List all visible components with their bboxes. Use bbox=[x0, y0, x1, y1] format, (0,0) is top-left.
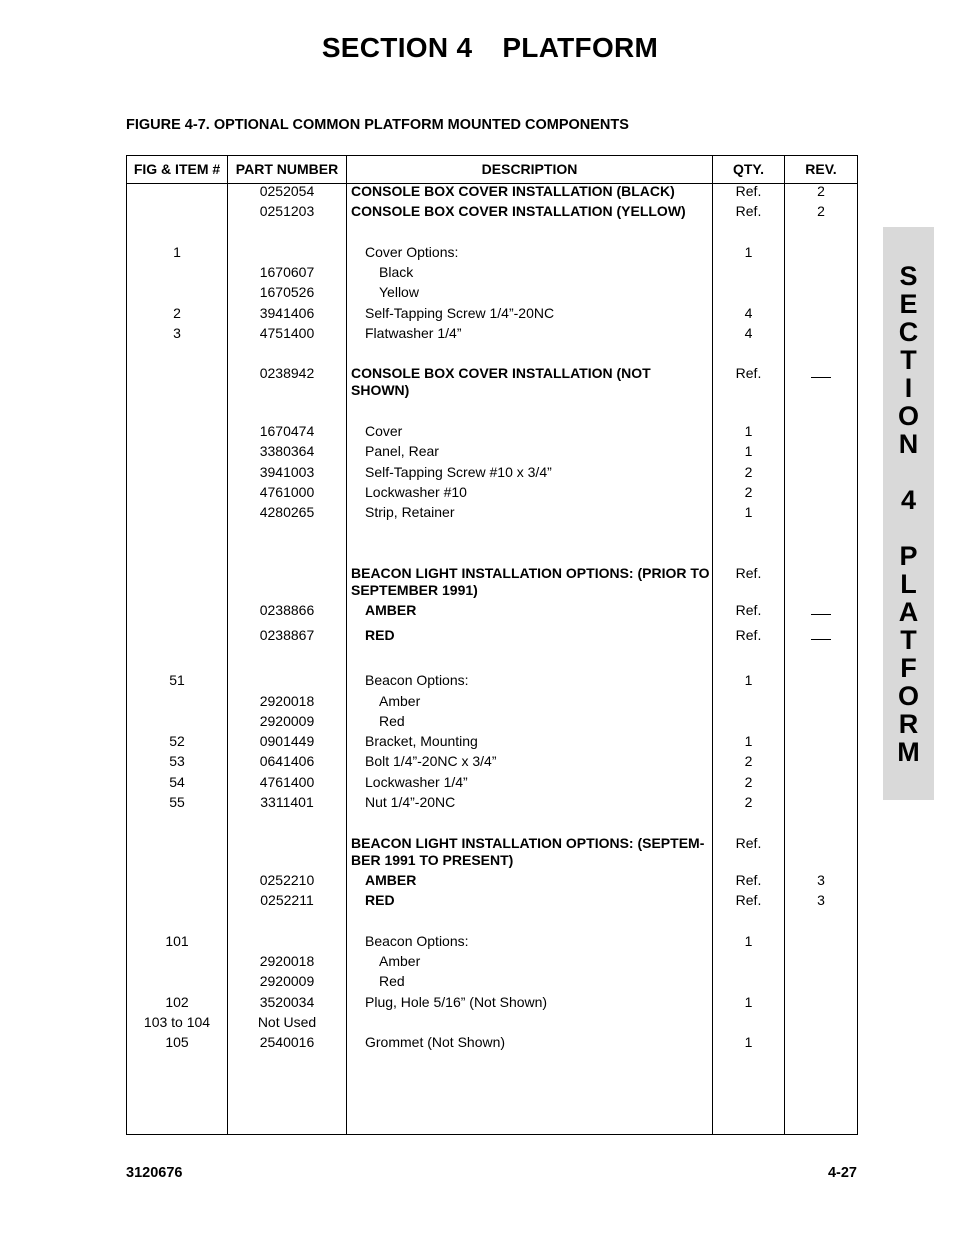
part-number-cell: 2920018 bbox=[259, 953, 315, 969]
qty-cell: 2 bbox=[744, 794, 753, 810]
fig-cell: 55 bbox=[169, 794, 185, 810]
description-cell: Cover bbox=[365, 423, 403, 439]
description-cell: Beacon Options: bbox=[365, 933, 469, 949]
description-cell: Plug, Hole 5/16” (Not Shown) bbox=[365, 994, 548, 1010]
part-number-cell: 1670526 bbox=[259, 284, 315, 300]
fig-cell: 2 bbox=[173, 305, 181, 321]
qty-cell: 2 bbox=[744, 464, 753, 480]
description-cell: Red bbox=[379, 713, 405, 729]
header-fig: FIG & ITEM # bbox=[133, 161, 221, 177]
qty-cell: 1 bbox=[744, 733, 753, 749]
description-cell: RED bbox=[365, 892, 395, 908]
qty-cell: 1 bbox=[744, 244, 753, 260]
description-cell: Strip, Retainer bbox=[365, 504, 455, 520]
side-tab-letter: T bbox=[900, 625, 917, 655]
fig-cell: 54 bbox=[169, 774, 185, 790]
header-part-number: PART NUMBER bbox=[235, 161, 339, 177]
header-rev: REV. bbox=[805, 161, 837, 177]
part-number-cell: 0238866 bbox=[259, 602, 315, 618]
qty-cell: 1 bbox=[744, 672, 753, 688]
part-number-cell: 3311401 bbox=[260, 794, 314, 810]
rev-cell bbox=[785, 602, 857, 619]
dash-mark bbox=[811, 614, 831, 615]
description-cell: Flatwasher 1/4” bbox=[365, 325, 462, 341]
part-number-cell: 0641406 bbox=[259, 753, 315, 769]
description-cell: Nut 1/4”-20NC bbox=[365, 794, 456, 810]
description-cell: CONSOLE BOX COVER INSTALLATION (NOT SHOWN) bbox=[351, 365, 651, 398]
fig-cell: 3 bbox=[173, 325, 181, 341]
qty-cell: 2 bbox=[744, 753, 753, 769]
part-number-cell: 3941003 bbox=[259, 464, 315, 480]
qty-cell: Ref. bbox=[735, 627, 762, 643]
side-tab-letter: A bbox=[898, 597, 919, 627]
qty-cell: Ref. bbox=[735, 602, 762, 618]
part-number-cell: 3941406 bbox=[259, 305, 315, 321]
rev-cell bbox=[785, 365, 857, 382]
fig-cell: 1 bbox=[173, 244, 181, 260]
description-cell: AMBER bbox=[365, 872, 417, 888]
description-cell: Amber bbox=[379, 953, 421, 969]
rev-cell: 3 bbox=[817, 892, 825, 908]
side-tab-letter: E bbox=[899, 289, 918, 319]
part-number-cell: 3380364 bbox=[259, 443, 315, 459]
part-number-cell: 1670607 bbox=[259, 264, 315, 280]
part-number-cell: 1670474 bbox=[259, 423, 315, 439]
qty-cell: 1 bbox=[744, 994, 753, 1010]
rev-cell: 2 bbox=[817, 183, 825, 199]
part-number-cell: 0252211 bbox=[260, 892, 314, 908]
side-tab-letter: T bbox=[900, 345, 917, 375]
fig-cell: 102 bbox=[165, 994, 189, 1010]
description-cell: Red bbox=[379, 973, 405, 989]
part-number-cell: 2920018 bbox=[259, 693, 315, 709]
part-number-cell: 0901449 bbox=[259, 733, 315, 749]
fig-cell: 101 bbox=[165, 933, 189, 949]
part-number-cell: Not Used bbox=[257, 1014, 317, 1030]
part-number-cell: 2920009 bbox=[259, 973, 315, 989]
parts-table bbox=[126, 155, 858, 1135]
description-cell: Cover Options: bbox=[365, 244, 459, 260]
qty-cell: 4 bbox=[744, 325, 753, 341]
fig-cell: 52 bbox=[169, 733, 185, 749]
side-tab-letter: M bbox=[897, 737, 920, 767]
description-cell: Panel, Rear bbox=[365, 443, 439, 459]
section-name: PLATFORM bbox=[502, 32, 659, 63]
part-number-cell: 2540016 bbox=[259, 1034, 315, 1050]
part-number-cell: 0238942 bbox=[259, 365, 315, 381]
part-number-cell: 0238867 bbox=[259, 627, 315, 643]
column-divider bbox=[346, 156, 347, 1134]
qty-cell: 2 bbox=[744, 484, 753, 500]
side-tab-spacer bbox=[883, 458, 934, 486]
page-number: 4-27 bbox=[827, 1165, 857, 1181]
figure-title: FIGURE 4-7. OPTIONAL COMMON PLATFORM MOUNTED COMPONENTS bbox=[126, 117, 629, 133]
fig-cell: 53 bbox=[169, 753, 185, 769]
qty-cell: 1 bbox=[744, 423, 753, 439]
qty-cell: 2 bbox=[744, 774, 753, 790]
side-tab-letter: R bbox=[898, 709, 919, 739]
section-side-tab bbox=[883, 227, 934, 800]
qty-cell: 1 bbox=[744, 504, 753, 520]
dash-mark bbox=[811, 639, 831, 640]
fig-cell: 105 bbox=[165, 1034, 189, 1050]
description-cell: Bolt 1/4”-20NC x 3/4” bbox=[365, 753, 497, 769]
qty-cell: Ref. bbox=[735, 872, 762, 888]
part-number-cell: 4761400 bbox=[259, 774, 315, 790]
side-tab-letter: N bbox=[898, 429, 919, 459]
qty-cell: Ref. bbox=[735, 365, 762, 381]
qty-cell: Ref. bbox=[735, 565, 762, 581]
side-tab-letter: F bbox=[900, 653, 917, 683]
description-cell: Black bbox=[379, 264, 414, 280]
qty-cell: 1 bbox=[744, 1034, 753, 1050]
description-cell: Grommet (Not Shown) bbox=[365, 1034, 506, 1050]
side-tab-letter: P bbox=[899, 541, 918, 571]
qty-cell: 4 bbox=[744, 305, 753, 321]
description-cell: Self-Tapping Screw #10 x 3/4” bbox=[365, 464, 552, 480]
side-tab-letter: O bbox=[897, 401, 919, 431]
description-cell: CONSOLE BOX COVER INSTALLATION (YELLOW) bbox=[351, 203, 686, 219]
description-cell: CONSOLE BOX COVER INSTALLATION (BLACK) bbox=[351, 183, 675, 199]
column-divider bbox=[784, 156, 785, 1134]
header-description: DESCRIPTION bbox=[481, 161, 578, 177]
rev-cell bbox=[785, 627, 857, 644]
side-tab-spacer bbox=[883, 514, 934, 542]
qty-cell: Ref. bbox=[735, 183, 762, 199]
side-tab-letter: S bbox=[899, 261, 918, 291]
description-cell: Lockwasher 1/4” bbox=[365, 774, 468, 790]
part-number-cell: 4280265 bbox=[259, 504, 315, 520]
description-cell: Yellow bbox=[379, 284, 419, 300]
section-number: SECTION 4 bbox=[321, 32, 473, 63]
side-tab-letter: O bbox=[897, 681, 919, 711]
description-cell: Lockwasher #10 bbox=[365, 484, 467, 500]
side-tab-letter: L bbox=[900, 569, 917, 599]
side-tab-letter: I bbox=[904, 373, 913, 403]
header-qty: QTY. bbox=[732, 161, 765, 177]
part-number-cell: 0251203 bbox=[259, 203, 315, 219]
section-title bbox=[0, 32, 954, 64]
rev-cell: 2 bbox=[817, 203, 825, 219]
part-number-cell: 0252210 bbox=[259, 872, 315, 888]
qty-cell: 1 bbox=[744, 933, 753, 949]
description-cell: AMBER bbox=[365, 602, 417, 618]
description-cell: Beacon Options: bbox=[365, 672, 469, 688]
qty-cell: Ref. bbox=[735, 835, 762, 851]
description-cell: Bracket, Mounting bbox=[365, 733, 478, 749]
part-number-cell: 0252054 bbox=[259, 183, 315, 199]
description-cell: Self-Tapping Screw 1/4”-20NC bbox=[365, 305, 555, 321]
part-number-cell: 4751400 bbox=[259, 325, 315, 341]
description-cell: BEACON LIGHT INSTALLATION OPTIONS: (PRIOR TO SEPTEMBER 1991) bbox=[351, 565, 710, 598]
qty-cell: 1 bbox=[744, 443, 753, 459]
rev-cell: 3 bbox=[817, 872, 825, 888]
dash-mark bbox=[811, 377, 831, 378]
part-number-cell: 3520034 bbox=[259, 994, 315, 1010]
description-cell: BEACON LIGHT INSTALLATION OPTIONS: (SEPTEM-BER 1991 TO PRESENT) bbox=[351, 835, 705, 868]
qty-cell: Ref. bbox=[735, 892, 762, 908]
document-number: 3120676 bbox=[126, 1165, 183, 1181]
side-tab-letter: 4 bbox=[900, 485, 917, 515]
part-number-cell: 4761000 bbox=[259, 484, 315, 500]
description-cell: RED bbox=[365, 627, 395, 643]
side-tab-letter: C bbox=[898, 317, 919, 347]
qty-cell: Ref. bbox=[735, 203, 762, 219]
fig-cell: 51 bbox=[169, 672, 185, 688]
part-number-cell: 2920009 bbox=[259, 713, 315, 729]
fig-cell: 103 to 104 bbox=[143, 1014, 211, 1030]
description-cell: Amber bbox=[379, 693, 421, 709]
